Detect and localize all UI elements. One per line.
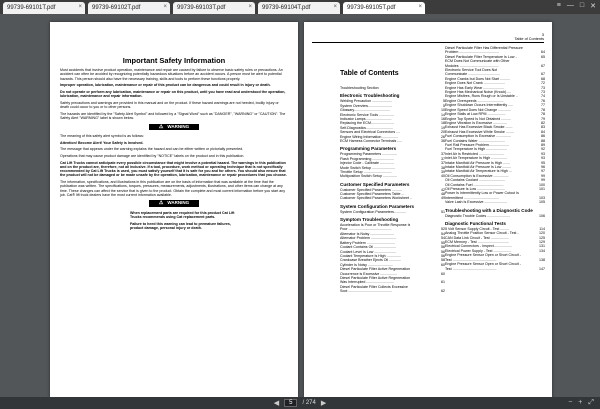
close-tab-icon[interactable]: × [248,4,252,10]
toc-entry-page: 56 [441,249,445,254]
toc-entry-page: 36 [441,138,445,143]
toc-entry[interactable] [445,267,545,271]
toc-entry-page: 39 [441,169,445,174]
toc-entry-label: Engine Has Early Wear ..................... [445,85,505,90]
toc-entry-label: Analog Throttle Position Sensor Circuit - Test .. [445,231,520,236]
toc-entry-page: 60 [441,271,445,276]
toc-entry-label: Poor ........................................... [340,227,392,232]
close-tab-icon[interactable]: × [78,4,82,10]
minimize-icon[interactable]: — [566,2,574,9]
toc-entry-page: 134 [539,248,545,253]
toc-entry-page: 40 [441,174,445,179]
toc-entry-page: 19 [441,125,445,130]
status-bar [0,397,600,409]
toc-entry-page: 97 [541,169,545,174]
toc-entry-label: Multiposition Switch Setup .............. [340,174,397,179]
toc-entry-label: Engine Pressure Sensor Open or Short Circuit - [445,253,521,258]
toc-entry-page: 51 [441,209,445,214]
toc-entry[interactable] [445,200,545,204]
toc-entry-page: 99 [541,178,545,183]
zoom-controls [568,399,594,407]
toc-entry-page: 20 [441,130,445,135]
toc-entry-label: Modules ....................................... [445,63,499,68]
toc-entry-page: 62 [441,289,445,294]
toc-entry-label: Throttle Setup ............................ [340,169,392,174]
toc-entry-label: Engine Stalls at Low RPM .................. [445,112,506,117]
toc-column-left [340,86,445,294]
toc-entry-label: Alternator Problem ......................... [340,236,396,241]
toc-entry-page: 101 [539,187,545,191]
toc-entry-label: Oil Consumption Is Excessive ............... [445,173,509,178]
toc-entry-page: 37 [441,156,445,161]
toc-entry-page: 76 [541,98,545,103]
toc-entry-page: 82 [541,120,545,125]
toc-entry-label: Oil Contains Coolant .......................... [445,178,505,183]
toc-entry-label: Coolant Contains Oil ...................... [340,245,396,250]
toc-entry-label: Valve Lash Is Excessive ....................... [445,200,508,205]
toc-entry-label: Problem ........................................ [445,50,500,55]
toc-entry-page: 58 [441,258,445,263]
toc-entry-page: 52 [441,227,445,232]
paragraph: Cat Lift Trucks cannot anticipate every possible circumstance that might involve a potential hazard. The warnings in this publication and on the product are, therefore, not all inclusive. If a tool, procedure, work method or operating technique that is not specifically recommended by Cat Lift Trucks is used, you must satisfy yourself that it is safe for you and for others. You should also ensure that the product will not be damaged or be made unsafe by the operation, lubrication, maintenance or repair procedures that you choose. [60,160,287,178]
toc-column-right [445,46,545,271]
toc-entry-label: Diesel Particulate Filter Active Regeneration [340,275,411,280]
toc-entry-label: Engine Cranks but Does Not Start .......... [445,76,511,81]
toc-entry-page: 74 [541,94,545,99]
paragraph: Safety precautions and warnings are provided in this manual and on the product. If these hazard warnings are not heeded, bodily injury or death could occur to you or to other persons. [60,100,279,110]
toc-entry-page: 65 [541,54,545,59]
toc-entry-page: 26 [441,134,445,139]
menu-icon[interactable]: ≡ [556,2,561,9]
toc-entry-label: ECM Memory - Test ............................... [445,240,509,245]
toc-section-heading: Troubleshooting with a Diagnostic Code [445,207,533,213]
toc-entry-page: 93 [541,156,545,161]
toc-entry-page: 38 [441,165,445,170]
toc-entry-page: 72 [541,81,545,86]
toc-entry-label: Inlet Air Temperature Is High ................ [445,156,508,161]
toc-entry-label: Diagnostic Trouble Codes ....................... [445,213,511,218]
tab-label: 99739-69102T.pdf [92,5,141,11]
warning-icon: ⚠ [158,200,164,207]
toc-entry-label: Self-Diagnostics........................... [340,125,393,130]
toc-entry-page: 105 [539,200,545,205]
close-tab-icon[interactable]: × [333,4,337,10]
tab-5[interactable] [343,2,425,14]
close-icon[interactable]: ✕ [590,3,596,10]
toc-entry-page: 73 [541,90,545,95]
toc-entry-label: Diesel Particulate Filter Temperature Is Low .. [445,54,518,59]
toc-entry-page: 93 [541,151,545,156]
toc-entry-label: Cylinder Is Noisy ......................... [340,262,393,267]
paragraph: Improper operation, lubrication, maintenance or repair of this product can be dangerous and could result in injury or death. [60,83,271,88]
toc-entry-page: 14 [441,112,445,117]
running-header: Table of Contents [514,37,544,41]
toc-entry-page: 131 [539,244,545,249]
toc-entry-label: Engine Speed Does Not Change ............. [445,107,512,112]
tab-label: 99739-69103T.pdf [177,5,226,11]
paragraph: The hazards are identified by the "Safety Alert Symbol" and followed by a "Signal Word" such as "DANGER", "WARNING" or "CAUTION". The Safety Alert "WARNING" label is shown below. [60,111,286,121]
toc-entry-label: Fuel Rail Pressure Problem.................... [445,142,509,147]
toc-entry-page: 68 [541,76,545,81]
toc-entry-page: 96 [541,164,545,169]
toc-entry-label: Fuel Consumption Is Excessive ............... [445,134,512,139]
toc-entry-label: Engine Vibration Is Excessive .............. [445,120,508,125]
next-page-icon[interactable]: ▶ [320,400,327,407]
toc-entry-label: Engine Wiring Information ................ [340,134,399,139]
toc-entry-label: Exhaust Has Excessive Black Smoke ....... [445,125,513,130]
toc-entry-page: 129 [539,240,545,245]
toc-entry-label: Customer Specified Parameters Table ... [340,192,405,197]
toc-entry-label: Intake Manifold Air Pressure Is High ....... [445,160,511,165]
toc-entry-page: 64 [541,50,545,55]
toc-entry-page: 37 [441,161,445,166]
page-body [60,68,288,233]
toc-entry-page: 147 [539,266,545,271]
toc-entry-label: Diesel Particulate Filter Collects Excessive [340,284,408,289]
toc-entry-label: Fuel Temperature Is High ..................... [445,147,508,152]
page-number-input[interactable]: 5 [284,399,297,407]
toc-entry-label: Injector Code - Calibrate .............. [340,161,394,166]
toc-entry-page: 95 [541,160,545,165]
tab-3[interactable] [173,2,255,14]
paragraph: Attention! Become Alert! Your Safety is Involved. [60,140,144,145]
toc-entry-label: Coolant Level Is Low ...................... [340,249,397,254]
toc-entry-page: 83 [541,125,545,130]
toc-entry-label: Occurrence is Excessive ................. [340,271,398,276]
toc-entry-label: Flash Programming ...................... [340,156,395,161]
toc-entry-page: 79 [541,116,545,121]
toc-entry-page: 125 [539,235,545,240]
toc-section-heading: Electronic Troubleshooting [340,93,400,99]
toc-entry-label: CAN Data Link Circuit - Test .................. [445,235,509,240]
paragraph: The information, specifications, and illustrations in this publication are on the basis of information that was available at the time that the publication was written. The specifications, torques, pressures, measurements, adjustments, illustrations, and other items can change at any time. These changes can affect the service that is given to the product. Obtain the complete and most current information before you start any job. Cat® lift truck dealers have the most current information available. [60,180,285,198]
paragraph: Most accidents that involve product operation, maintenance and repair are caused by failure to observe basic safety rules or precautions. An accident can often be avoided by recognizing potentially hazardous situations before an accident occurs. A person must be alert to potential hazards. This person should also have the necessary training, skills and tools to perform these functions properly. [60,68,283,81]
toc-entry-page: 114 [539,226,545,231]
toc-entry-page: 78 [541,112,545,117]
toc-entry-label: Oil Pressure Is Low ............................ [445,187,506,191]
divider [312,42,544,43]
toc-entry-label: Fuel Contains Water .......................... [445,138,505,143]
toc-entry-page: 84 [541,129,545,134]
toc-entry-page: 5 [443,103,445,108]
toc-entry-page: 100 [539,182,545,187]
toc-entry-label: Engine Misfires, Runs Rough or Is Unstable .. [445,94,518,99]
toc-entry-label: Customer Specified Parameters Worksheet .. [340,196,413,201]
toc-entry-label: Acceleration Is Poor or Throttle Response Is [340,223,411,228]
warning-text: When replacement parts are required for this product Cat Lift Trucks recommends using Cat replacement parts. [130,210,235,219]
tab-label: 99739-69105T.pdf [347,5,396,11]
toc-entry-label: Test ............................................ [445,266,497,271]
toc-entry-label: Coolant Temperature Is High .............. [340,253,401,258]
toc-entry-label: Diesel Particulate Filter Active Regeneration [340,267,411,272]
page-title: Important Safety Information [122,56,226,65]
toc-entry-label: Engine Top Speed Is Not Obtained .......... [445,116,512,121]
toc-entry-label: System Overview........................ [340,103,392,108]
toc-section-heading: Symptom Troubleshooting [340,217,399,223]
paragraph: The meaning of this safety alert symbol is as follows: [60,133,144,138]
toc-entry-label: Welding Precaution .................... [340,99,393,104]
prev-page-icon[interactable]: ◀ [273,400,280,407]
total-pages: / 274 [302,400,316,406]
toc-entry-page: 16 [441,116,445,121]
page-left [50,22,298,398]
close-tab-icon[interactable]: × [163,4,167,10]
warning-label: ⚠ WARNING [60,200,288,206]
warning-icon: ⚠ [158,123,164,130]
toc-section-heading: System Configuration Parameters [340,203,415,209]
toc-title: Table of Contents [340,70,399,77]
toc-entry-page: 48 [441,192,445,197]
toc-entry-page: 67 [541,63,545,68]
toc-entry[interactable] [340,174,445,178]
toc-section-heading: Diagnostic Functional Tests [445,220,506,226]
toc-entry-label: Electrical Connectors - Inspect.................. [445,244,512,249]
toc-entry-label: Oil Contains Fuel .............................. [445,182,504,187]
toc-entry-label: Engine Has Mechanical Noise (Knock) .... [445,90,512,95]
warning-text: Failure to heed this warning can lead to premature failures, product damage, personal injury or death. [130,221,231,230]
toc-entry-label: Engine Overspeeds .......................... [445,98,504,103]
toc-entry-label: Test ............................................ [445,257,497,262]
toc-entry-label: Engine Does Not Crank ..................... [445,81,505,86]
toc-entry-label: Engine Pressure Sensor Open or Short Circuit - [445,262,521,267]
toc-entry-label: ECM Does Not Communicate with Other [445,59,510,64]
toc-entry-label: Customer Specified Parameters .......... [340,187,402,192]
tab-label: 99739-69104T.pdf [262,5,311,11]
paragraph: Operations that may cause product damage are identified by "NOTICE" labels on the product and in this publication. [60,153,245,158]
toc-entry-label: Replacing the ECM....................... [340,121,394,126]
toc-entry-page: 120 [539,231,545,236]
toc-entry-label: Indicator Lamps.......................... [340,116,392,121]
toc-entry-label: Glossary.................................... [340,108,390,113]
toc-entry-page: 99 [541,173,545,178]
toc-entry-label: Programming Parameters ............... [340,152,398,157]
toc-entry[interactable] [340,86,445,90]
tab-4[interactable] [258,2,340,14]
toc-entry-page: 56 [441,253,445,258]
page-right [304,22,552,398]
window-controls [557,2,596,10]
toc-entry-page: 5 [443,99,445,104]
toc-entry[interactable] [340,196,445,200]
toc-entry-page: 54 [441,231,445,236]
tab-label: 99739-69101T.pdf [7,5,56,11]
toc-section-heading: Customer Specified Parameters [340,181,410,187]
zoom-in-icon[interactable]: + [578,399,583,406]
toc-entry-page: 106 [539,213,545,218]
toc-entry-page: 49 [441,196,445,201]
toc-entry-label: 5 Volt Sensor Supply Circuit - Test ......... [445,226,510,231]
toc-entry-label: Mode Switch Setup ....................... [340,165,395,170]
fit-page-icon[interactable]: ⤢ [588,399,594,406]
toc-entry-label: Electronic Service Tool Does Not [445,68,498,73]
toc-entry-label: Electronic Service Tools ............... [340,112,395,117]
toc-entry[interactable] [340,289,445,293]
toc-entry-label: Intermittent ................................... [445,195,499,200]
tab-1[interactable] [3,2,85,14]
paragraph: Do not operate or perform any lubrication, maintenance or repair on this product, until you have read and understood the operation, lubrication, maintenance and repair information. [60,89,286,99]
toc-entry-page: 138 [539,257,545,262]
toc-entry-label: Power Is Intermittently Low or Power Cutout Is [445,191,519,196]
toc-entry-page: 92 [541,147,545,152]
toc-entry-page: 103 [539,195,545,200]
toc-entry-page: 88 [541,138,545,143]
toc-entry-label: Engine Shutdown Occurs Intermittently ..... [445,103,514,108]
toc-entry-label: Exhaust Has Excessive White Smoke ........ [445,129,514,134]
toc-entry-label: Communicate ................................ [445,72,501,77]
tab-bar [0,0,600,14]
toc-entry-label: Electrical Power Supply - Test .................. [445,248,512,253]
toc-entry-label: Intake Manifold Air Temperature Is High ... [445,169,512,174]
warning-label: ⚠ WARNING [60,124,288,130]
tab-2[interactable] [88,2,170,14]
toc-entry-page: 78 [541,107,545,112]
zoom-out-icon[interactable]: − [568,399,573,406]
toc-entry[interactable] [445,214,545,218]
document-viewer[interactable] [0,14,600,409]
toc-entry-page: 73 [541,85,545,90]
toc-entry-page: 89 [541,142,545,147]
toc-entry-label: Was Interrupted ............................ [340,280,395,285]
toc-entry-label: Crankcase Breather Ejects Oil ............ [340,258,402,263]
toc-entry-label: Inlet Air Is Restricted ......................... [445,151,504,156]
toc-entry-label: System Configuration Parameters............ [340,209,406,214]
toc-entry-page: 86 [541,134,545,139]
toc-entry-page: 60 [441,262,445,267]
close-tab-icon[interactable]: × [418,4,422,10]
toc-entry-label: Diesel Particulate Filter Has Differential Pressure [445,46,523,50]
toc-entry-page: 42 [441,187,445,192]
page-number: 3 [541,32,544,37]
toc-entry-page: 67 [541,72,545,77]
toc-entry-label: Intake Manifold Air Pressure Is Low ......... [445,164,512,169]
toc-entry-label: Battery Problem ............................ [340,240,395,245]
toc-entry-label: Sensors and Electrical Connectors .... [340,130,401,135]
maximize-icon[interactable]: □ [579,2,585,9]
toc-entry-label: ECM Harness Connector Terminals ..... [340,138,403,143]
toc-entry-page: 10 [441,108,445,113]
paragraph: The message that appears under the warning explains the hazard and can be either written or pictorially presented. [60,147,244,152]
toc-entry-label: Alternator Is Noisy ........................ [340,231,395,236]
toc-entry-page: 55 [441,240,445,245]
toc-entry-page: 37 [441,152,445,157]
toc-entry-page: 18 [441,121,445,126]
toc-entry-label: Troubleshooting Section [340,86,379,90]
warning-section [130,211,240,231]
toc-entry-label: Soot ............................................ [340,289,393,294]
toc-entry-page: 56 [441,245,445,250]
toc-entry-page: 77 [541,103,545,108]
toc-entry-page: 61 [441,280,445,285]
toc-entry[interactable] [340,210,445,214]
toc-entry-page: 54 [441,236,445,241]
toc-entry[interactable] [340,139,445,143]
toc-section-heading: Programming Parameters [340,146,397,152]
